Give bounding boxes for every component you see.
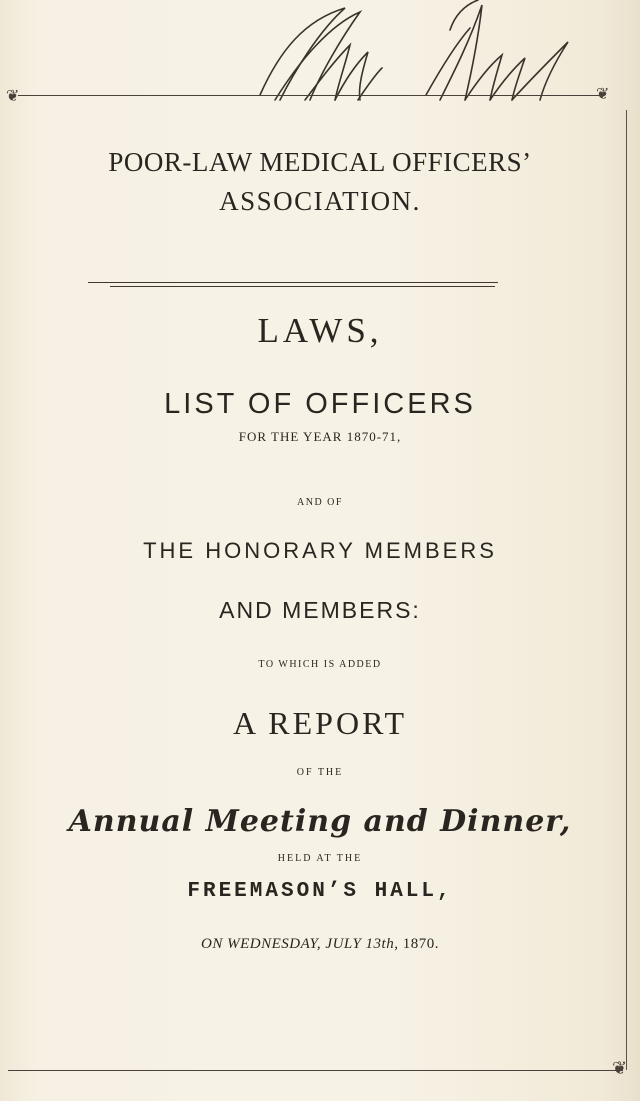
title-line-1: POOR-LAW MEDICAL OFFICERS’ xyxy=(108,147,532,177)
year-line: FOR THE YEAR 1870-71, xyxy=(238,429,402,444)
divider-thin xyxy=(88,282,498,283)
ornament-left-icon: ❦ xyxy=(6,88,20,105)
date-year: 1870. xyxy=(402,936,439,952)
ornament-bottom-icon: ❦ xyxy=(612,1058,628,1078)
date-line xyxy=(0,935,640,953)
date-day: WEDNESDAY, JULY 13th, xyxy=(227,936,399,952)
divider-thick xyxy=(110,286,495,287)
officers-heading: LIST OF OFFICERS xyxy=(164,388,476,420)
ornament-right-icon: ❦ xyxy=(596,86,610,103)
top-rule xyxy=(18,95,603,96)
report-heading: A REPORT xyxy=(232,705,408,741)
of-the-line: OF THE xyxy=(296,767,344,778)
title-line-2: ASSOCIATION. xyxy=(219,186,421,216)
bottom-rule xyxy=(8,1070,623,1071)
date-prefix: ON xyxy=(201,936,223,952)
members-heading: AND MEMBERS: xyxy=(219,597,421,623)
right-border-rule xyxy=(626,110,627,1070)
held-at-line: HELD AT THE xyxy=(277,853,363,864)
annual-meeting-heading: Annual Meeting and Dinner, xyxy=(68,804,572,839)
laws-heading: LAWS, xyxy=(257,311,383,350)
handwritten-signature-icon xyxy=(250,0,590,110)
to-which-line: TO WHICH IS ADDED xyxy=(258,659,382,670)
and-of-line: AND OF xyxy=(297,497,343,508)
hall-heading: FREEMASON’S HALL, xyxy=(187,880,453,903)
honorary-members-heading: THE HONORARY MEMBERS xyxy=(143,538,497,563)
